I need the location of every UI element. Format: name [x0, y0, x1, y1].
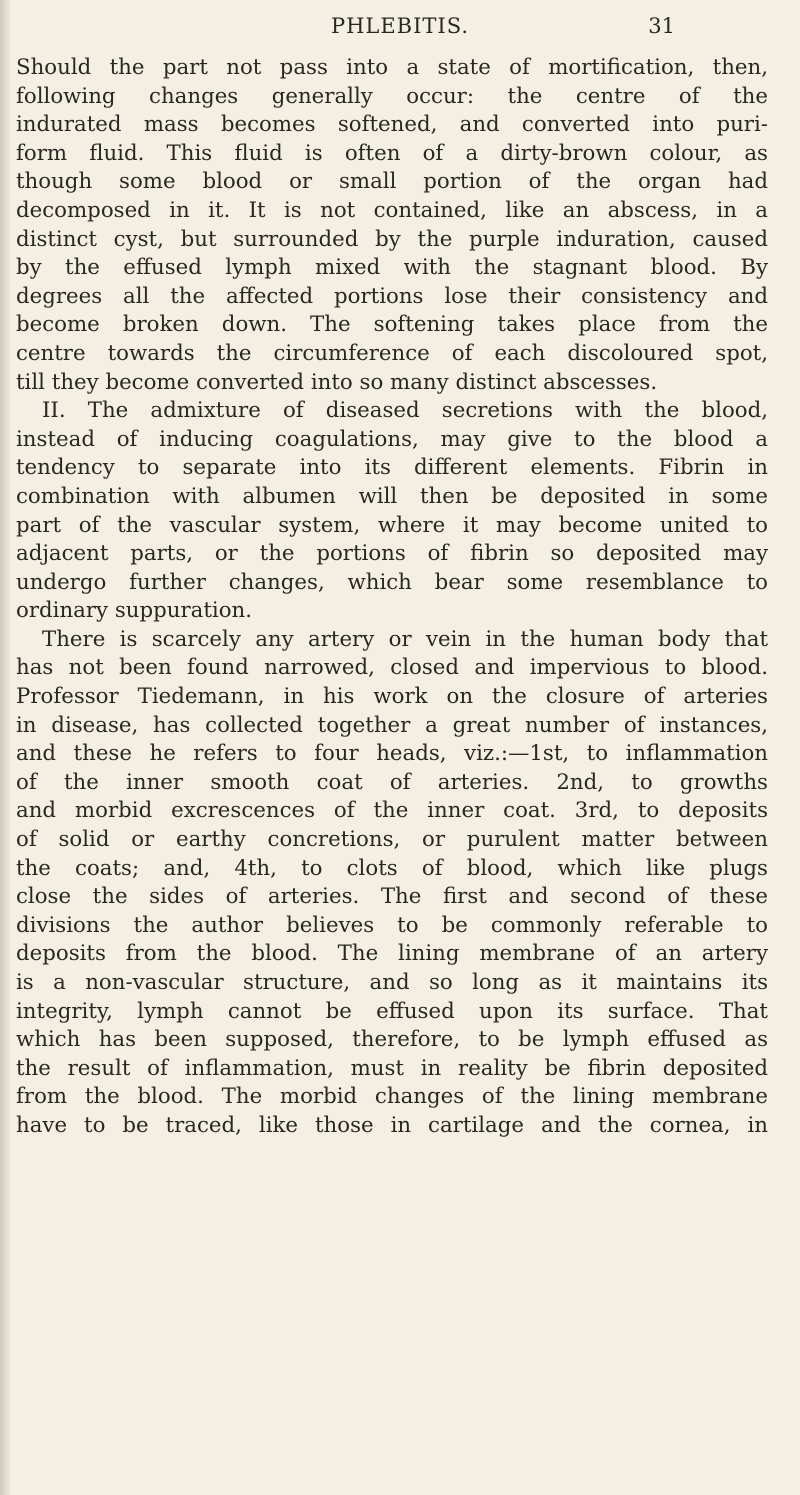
text-line: and these he refers to four heads, viz.:—1st, to inflammation [16, 741, 768, 767]
text-line: has not been found narrowed, closed and impervious to blood. [16, 655, 768, 681]
text-line: which has been supposed, therefore, to be lymph effused as [16, 1027, 768, 1053]
text-line: the coats; and, 4th, to clots of blood, which like plugs [16, 855, 768, 881]
text-line: adjacent parts, or the portions of fibrin so deposited may [16, 541, 768, 567]
text-line: There is scarcely any artery or vein in the human body that [42, 626, 768, 652]
text-line: from the blood. The morbid changes of the lining membrane [16, 1084, 768, 1110]
text-line: and morbid excrescences of the inner coat. 3rd, to deposits [16, 798, 768, 824]
text-line: Should the part not pass into a state of mortification, then, [16, 55, 768, 80]
text-line: close the sides of arteries. The first and second of these [16, 884, 768, 910]
text-line: of the inner smooth coat of arteries. 2nd, to growths [16, 769, 768, 795]
text-line: combination with albumen will then be deposited in some [16, 483, 768, 509]
text-line: degrees all the affected portions lose their consistency and [16, 283, 768, 309]
text-line: divisions the author believes to be commonly referable to [16, 912, 768, 938]
text-line: part of the vascular system, where it may become united to [16, 512, 768, 538]
text-line: II. The admixture of diseased secretions with the blood, [42, 398, 768, 424]
text-line: is a non-vascular structure, and so long as it maintains its [16, 970, 768, 995]
page-gutter-shadow [0, 0, 10, 1495]
text-line: deposits from the blood. The lining membrane of an artery [16, 941, 768, 967]
text-line: centre towards the circumference of each discoloured spot, [16, 340, 768, 366]
text-line: till they become converted into so many distinct abscesses. [16, 369, 658, 395]
running-head: PHLEBITIS. [330, 14, 470, 38]
body-text [16, 54, 768, 1141]
text-line: undergo further changes, which bear some resemblance to [16, 569, 768, 595]
text-line: in disease, has collected together a great number of instances, [16, 712, 768, 738]
text-line: distinct cyst, but surrounded by the purple induration, caused [16, 226, 768, 252]
page-header [0, 14, 800, 44]
page-number: 31 [648, 14, 675, 38]
text-line: tendency to separate into its different elements. Fibrin in [16, 455, 768, 481]
text-line: decomposed in it. It is not contained, like an abscess, in a [16, 197, 768, 223]
text-line: ordinary suppuration. [16, 598, 253, 624]
text-line: though some blood or small portion of the organ had [16, 169, 768, 195]
text-line: the result of inflammation, must in reality be fibrin deposited [16, 1055, 768, 1081]
text-line: integrity, lymph cannot be effused upon its surface. That [16, 998, 768, 1024]
text-line: by the effused lymph mixed with the stagnant blood. By [16, 255, 768, 281]
text-line: following changes generally occur: the centre of the [16, 83, 768, 109]
text-line: Professor Tiedemann, in his work on the closure of arteries [16, 684, 768, 710]
text-line: of solid or earthy concretions, or purulent matter between [16, 827, 768, 853]
text-line: indurated mass becomes softened, and converted into puri- [16, 112, 768, 138]
text-line: become broken down. The softening takes place from the [16, 312, 768, 338]
text-line: have to be traced, like those in cartilage and the cornea, in [16, 1112, 768, 1138]
text-line: form fluid. This fluid is often of a dirty-brown colour, as [16, 140, 768, 166]
text-line: instead of inducing coagulations, may give to the blood a [16, 426, 768, 452]
